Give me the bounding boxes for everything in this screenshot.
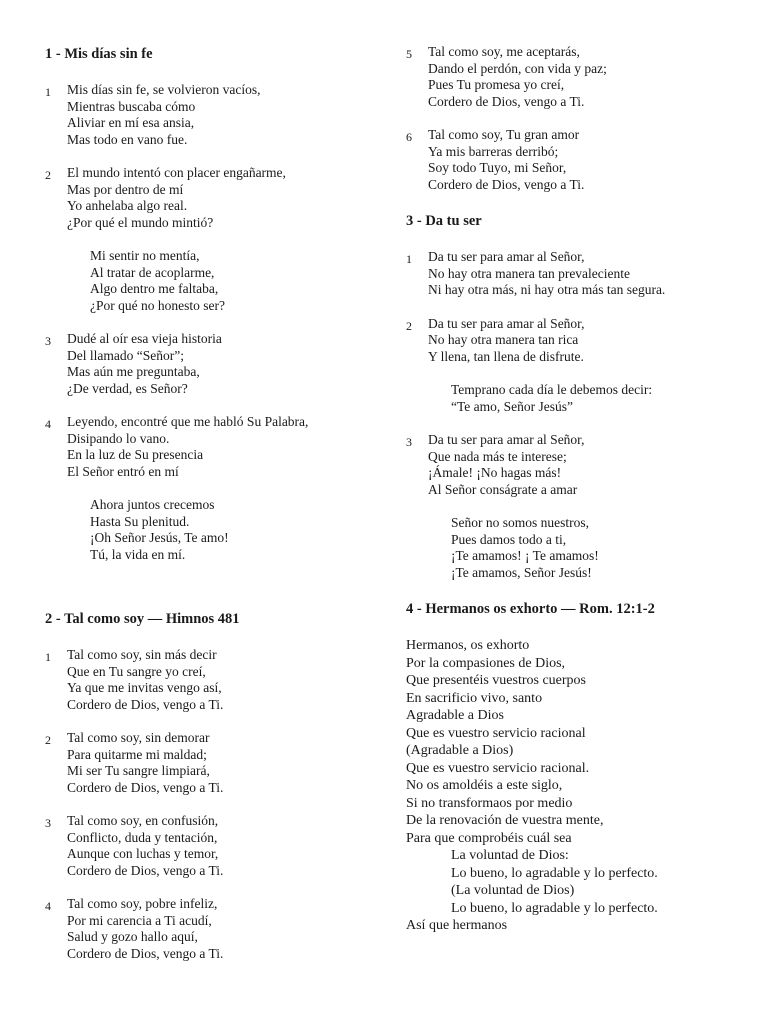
left-column <box>45 44 385 979</box>
lyric-line: “Te amo, Señor Jesús” <box>451 398 574 414</box>
lyric-line: Ya que me invitas vengo así, <box>67 680 222 695</box>
stanza-number: 4 <box>45 899 51 913</box>
stanza <box>406 44 756 110</box>
scripture-line: Agradable a Dios <box>406 708 504 723</box>
lyric-line: Que en Tu sangre yo creí, <box>67 663 206 679</box>
stanza-number: 3 <box>45 816 51 830</box>
stanza-number: 2 <box>406 318 412 333</box>
lyric-line: Aunque con luchas y temor, <box>67 846 219 861</box>
scripture-line: Hermanos, os exhorto <box>406 638 530 653</box>
lyric-line: Aliviar en mí esa ansia, <box>67 115 195 130</box>
chorus <box>406 382 756 415</box>
chorus <box>406 515 756 581</box>
stanza-number: 1 <box>406 252 412 266</box>
chorus <box>45 248 385 314</box>
lyric-line: Al Señor conságrate a amar <box>428 481 578 497</box>
stanza <box>45 331 385 397</box>
scripture-line: No os amoldéis a este siglo, <box>406 778 563 793</box>
stanza-number: 2 <box>45 733 51 747</box>
stanza-number: 4 <box>45 417 51 431</box>
lyric-line: Para quitarme mi maldad; <box>67 746 207 762</box>
scripture-line: Que presentéis vuestros cuerpos <box>406 673 587 688</box>
scripture-line: De la renovación de vuestra mente, <box>406 813 604 828</box>
lyric-line: Pues Tu promesa yo creí, <box>428 77 565 92</box>
lyric-line: Del llamado “Señor”; <box>67 347 184 363</box>
song-4 <box>406 599 756 935</box>
lyric-line: Y llena, tan llena de disfrute. <box>428 348 584 364</box>
stanza-number: 6 <box>406 130 412 144</box>
lyric-line: Mas todo en vano fue. <box>67 131 188 147</box>
lyric-line: ¿Por qué el mundo mintió? <box>67 214 214 230</box>
lyric-line: Mientras buscaba cómo <box>67 98 196 114</box>
lyric-line: Tal como soy, Tu gran amor <box>428 127 580 142</box>
lyric-line: El Señor entró en mí <box>67 463 179 479</box>
scripture-text <box>406 637 756 935</box>
scripture-line: Lo bueno, lo agradable y lo perfecto. <box>451 865 658 881</box>
stanza <box>406 249 756 299</box>
lyric-line: Tal como soy, me aceptarás, <box>428 44 580 59</box>
scripture-line: En sacrificio vivo, santo <box>406 690 543 706</box>
stanza <box>45 165 385 231</box>
lyric-line: Cordero de Dios, vengo a Ti. <box>67 779 224 795</box>
lyric-line: Tal como soy, sin más decir <box>67 647 217 662</box>
song-3 <box>406 211 756 581</box>
stanza-number: 5 <box>406 47 412 61</box>
lyric-line: Al tratar de acoplarme, <box>90 264 215 280</box>
scripture-line: La voluntad de Dios: <box>451 848 569 863</box>
song-2-continued <box>406 44 756 193</box>
stanza-number: 3 <box>406 435 412 449</box>
lyric-line: Leyendo, encontré que me habló Su Palabra, <box>67 414 309 429</box>
scripture-line: Así que hermanos <box>406 918 508 933</box>
right-column <box>406 44 756 935</box>
lyric-line: Tal como soy, sin demorar <box>67 730 210 745</box>
scripture-line: Lo bueno, lo agradable y lo perfecto. <box>451 900 658 916</box>
lyric-line: Tal como soy, pobre infeliz, <box>67 896 218 911</box>
scripture-line: Para que comprobéis cuál sea <box>406 830 572 846</box>
stanza <box>406 316 756 366</box>
lyric-line: No hay otra manera tan rica <box>428 332 579 347</box>
lyric-line: Soy todo Tuyo, mi Señor, <box>428 160 567 175</box>
lyric-line: ¡Ámale! ¡No hagas más! <box>428 465 562 480</box>
stanza-number: 3 <box>45 334 51 348</box>
lyric-line: Cordero de Dios, vengo a Ti. <box>428 93 585 109</box>
lyric-line: Da tu ser para amar al Señor, <box>428 249 585 264</box>
song-title: 2 - Tal como soy — Himnos 481 <box>45 611 240 627</box>
lyric-line: ¡Te amamos, Señor Jesús! <box>451 564 592 580</box>
scripture-line: Por la compasiones de Dios, <box>406 655 566 671</box>
lyric-line: Tal como soy, en confusión, <box>67 813 219 828</box>
song-2 <box>45 609 385 962</box>
song-title: 4 - Hermanos os exhorto — Rom. 12:1-2 <box>406 601 655 617</box>
lyric-line: Mas aún me preguntaba, <box>67 364 200 379</box>
lyric-line: Dando el perdón, con vida y paz; <box>428 60 607 76</box>
lyric-line: Dudé al oír esa vieja historia <box>67 331 222 346</box>
lyric-line: En la luz de Su presencia <box>67 447 204 462</box>
scripture-line: Que es vuestro servicio racional <box>406 725 586 741</box>
lyric-line: Señor no somos nuestros, <box>451 515 589 530</box>
lyric-line: Mas por dentro de mí <box>67 181 184 197</box>
lyric-line: Ni hay otra más, ni hay otra más tan segura. <box>428 282 666 297</box>
stanza <box>406 127 756 193</box>
lyric-line: Por mi carencia a Ti acudí, <box>67 912 212 928</box>
lyric-line: ¡Oh Señor Jesús, Te amo! <box>90 530 229 545</box>
stanza <box>45 82 385 148</box>
scripture-line: (La voluntad de Dios) <box>451 883 575 898</box>
stanza <box>45 647 385 713</box>
lyric-line: Que nada más te interese; <box>428 448 567 464</box>
lyric-line: Mis días sin fe, se volvieron vacíos, <box>67 82 261 97</box>
lyric-line: Algo dentro me faltaba, <box>90 281 219 296</box>
lyric-line: No hay otra manera tan prevaleciente <box>428 265 631 281</box>
chorus <box>45 497 385 563</box>
lyric-line: ¿De verdad, es Señor? <box>67 380 188 396</box>
lyric-line: Tú, la vida en mí. <box>90 546 186 562</box>
stanza <box>45 730 385 796</box>
song-title: 3 - Da tu ser <box>406 213 482 229</box>
lyric-line: Cordero de Dios, vengo a Ti. <box>67 945 224 961</box>
stanza <box>45 414 385 480</box>
stanza <box>45 896 385 962</box>
stanza-number: 1 <box>45 650 51 664</box>
lyric-line: Mi sentir no mentía, <box>90 248 200 263</box>
lyric-line: ¡Te amamos! ¡ Te amamos! <box>451 548 599 563</box>
lyric-line: ¿Por qué no honesto ser? <box>90 297 225 313</box>
lyric-line: Ya mis barreras derribó; <box>428 143 559 159</box>
lyric-line: Disipando lo vano. <box>67 430 170 446</box>
lyric-line: Cordero de Dios, vengo a Ti. <box>67 862 224 878</box>
lyric-line: Salud y gozo hallo aquí, <box>67 929 198 944</box>
lyric-line: Ahora juntos crecemos <box>90 497 215 512</box>
lyric-line: Mi ser Tu sangre limpiará, <box>67 763 210 778</box>
scripture-line: Si no transformaos por medio <box>406 795 573 811</box>
lyric-line: Cordero de Dios, vengo a Ti. <box>67 696 224 712</box>
lyric-line: Hasta Su plenitud. <box>90 513 190 529</box>
lyric-line: Pues damos todo a ti, <box>451 531 567 547</box>
lyric-line: Da tu ser para amar al Señor, <box>428 315 585 331</box>
stanza-number: 2 <box>45 168 51 182</box>
song-1 <box>45 44 385 563</box>
lyric-line: Yo anhelaba algo real. <box>67 198 188 213</box>
scripture-line: Que es vuestro servicio racional. <box>406 760 590 776</box>
lyric-line: Temprano cada día le debemos decir: <box>451 382 653 397</box>
lyric-line: Cordero de Dios, vengo a Ti. <box>428 176 585 192</box>
stanza-number: 1 <box>45 85 51 99</box>
lyric-line: El mundo intentó con placer engañarme, <box>67 165 286 180</box>
lyric-line: Conflicto, duda y tentación, <box>67 829 218 845</box>
scripture-line: (Agradable a Dios) <box>406 743 514 758</box>
song-title: 1 - Mis días sin fe <box>45 46 153 62</box>
stanza <box>406 432 756 498</box>
lyric-line: Da tu ser para amar al Señor, <box>428 432 585 447</box>
stanza <box>45 813 385 879</box>
